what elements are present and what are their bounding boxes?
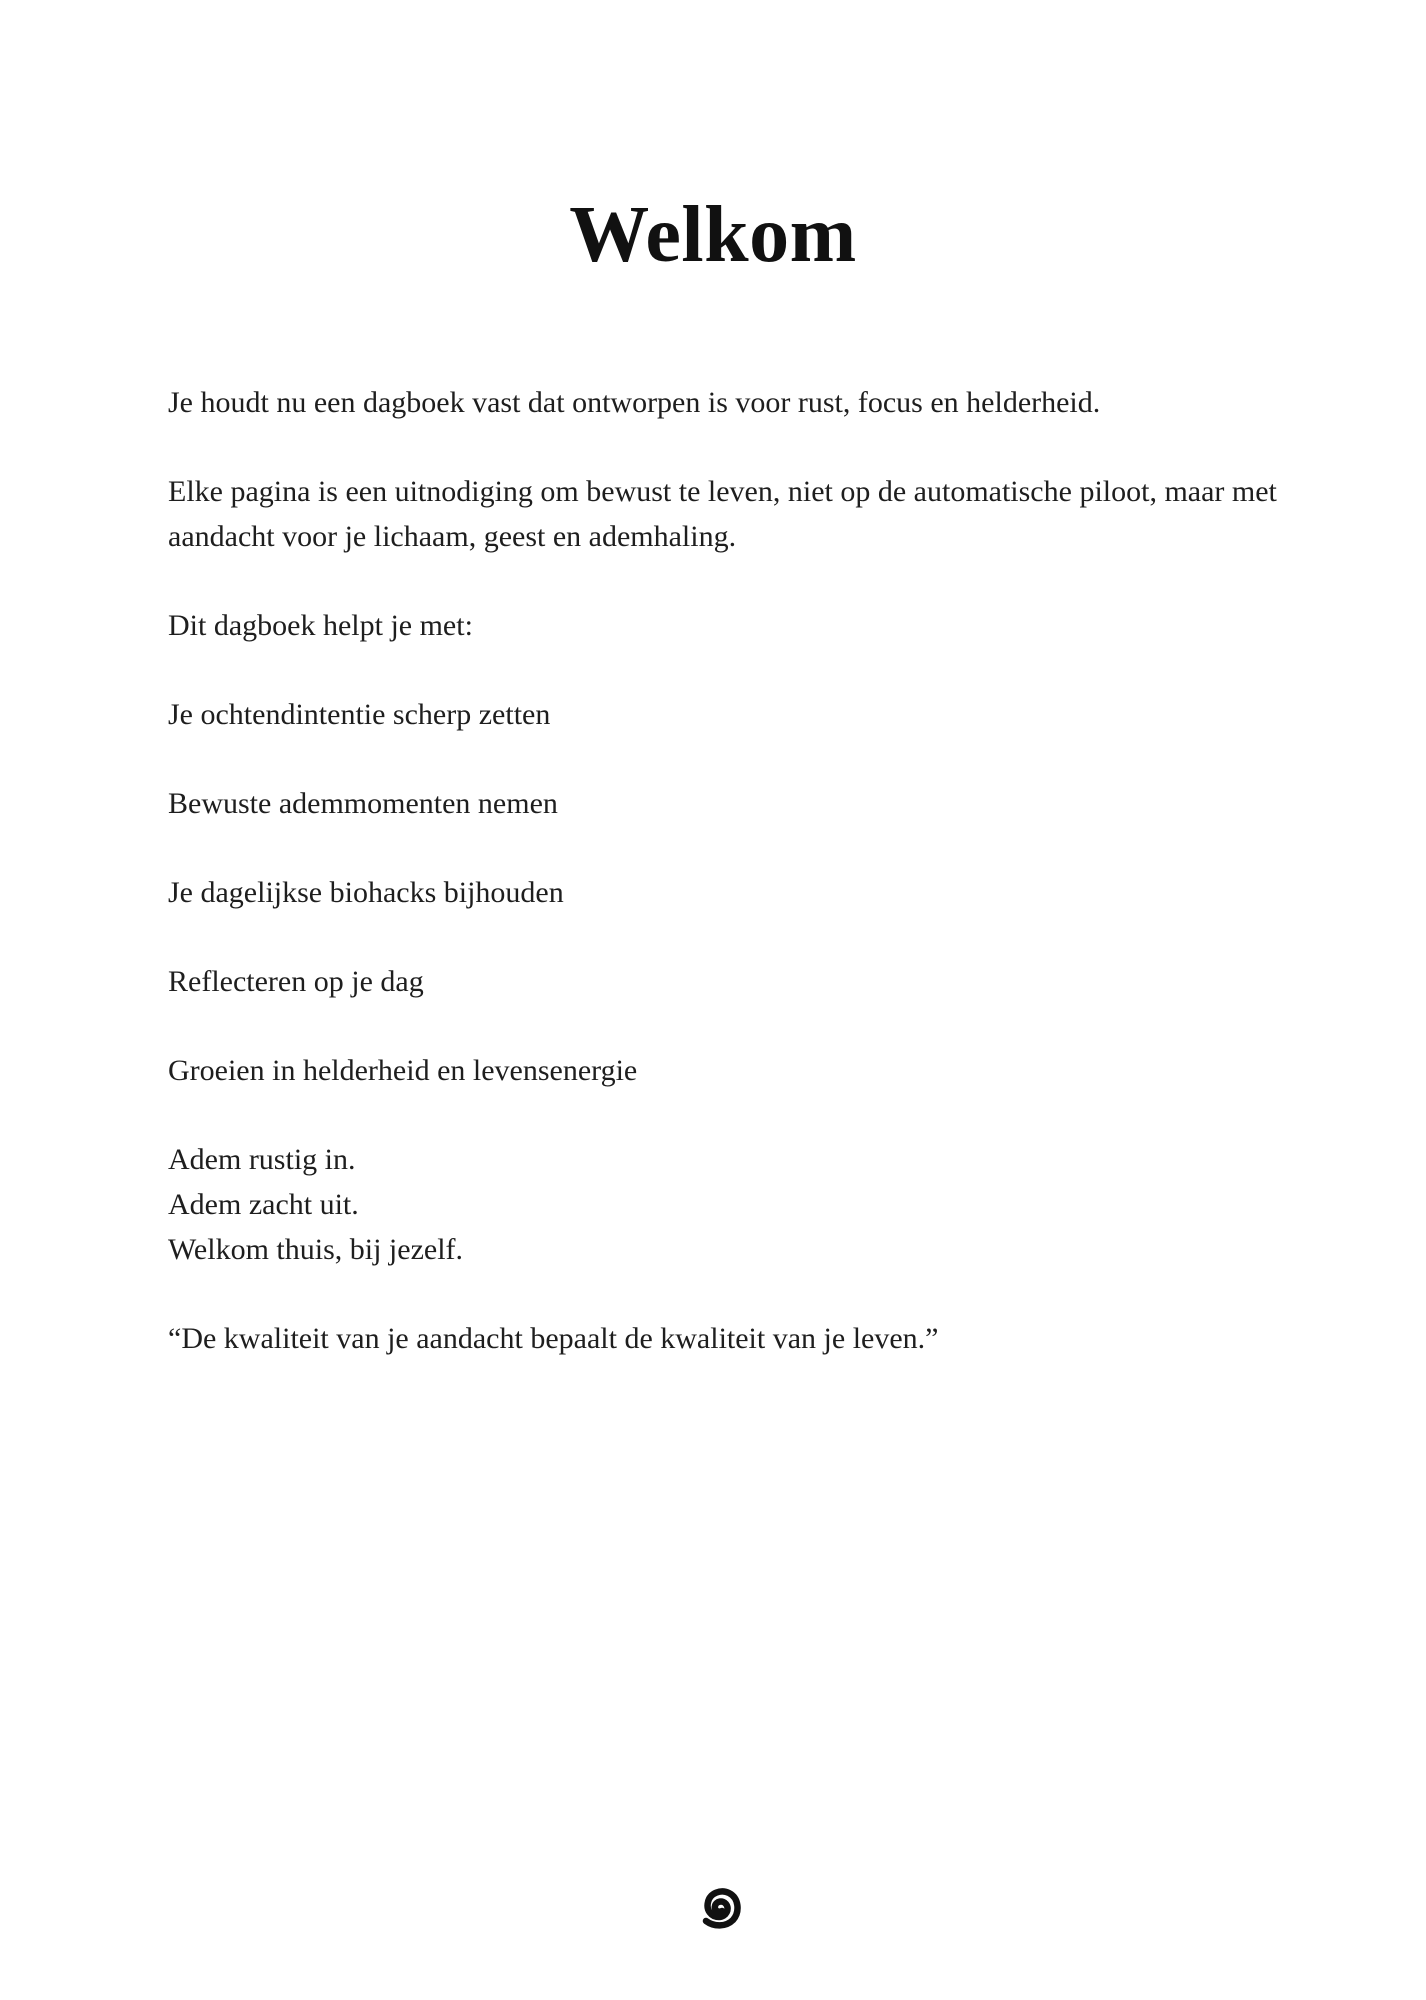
benefit-item: Je dagelijkse biohacks bijhouden [168, 876, 564, 909]
breathing-block [168, 1137, 1288, 1272]
invitation-paragraph: Elke pagina is een uitnodiging om bewust te leven, niet op de automatische piloot, maar met aandacht voor je lichaam, geest en ademhaling. [168, 475, 1277, 553]
page-body [168, 380, 1288, 1361]
benefit-item: Bewuste ademmomenten nemen [168, 787, 558, 820]
intro-paragraph: Je houdt nu een dagboek vast dat ontworpen is voor rust, focus en helderheid. [168, 386, 1101, 419]
helps-intro-paragraph: Dit dagboek helpt je met: [168, 609, 473, 642]
benefit-item: Groeien in helderheid en levensenergie [168, 1054, 638, 1087]
spiral-icon [693, 1880, 747, 1934]
breathing-line: Welkom thuis, bij jezelf. [168, 1233, 464, 1266]
breathing-line: Adem zacht uit. [168, 1188, 359, 1221]
page-title: Welkom [569, 191, 857, 279]
breathing-line: Adem rustig in. [168, 1143, 356, 1176]
benefit-item: Reflecteren op je dag [168, 965, 424, 998]
quote: “De kwaliteit van je aandacht bepaalt de kwaliteit van je leven.” [168, 1322, 939, 1355]
benefit-item: Je ochtendintentie scherp zetten [168, 698, 551, 731]
